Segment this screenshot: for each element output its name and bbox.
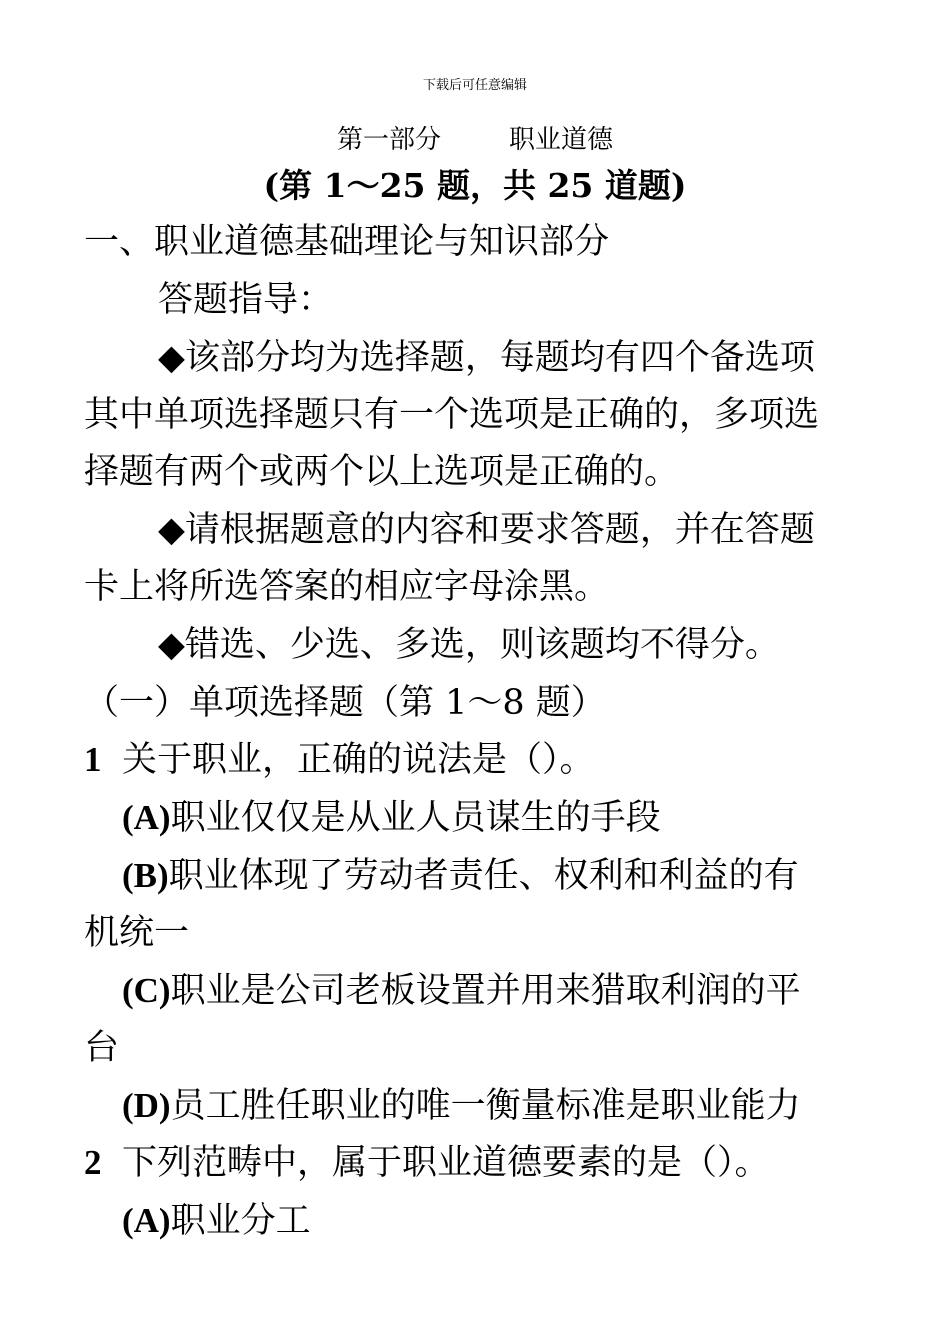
guide-line-6: ◆错选、少选、多选，则该题均不得分。 bbox=[158, 625, 780, 665]
header-note: 下载后可任意编辑 bbox=[422, 78, 527, 93]
q1-option-d bbox=[122, 1083, 801, 1129]
option-letter: (D) bbox=[122, 1086, 171, 1125]
part-title bbox=[0, 122, 950, 158]
part-label: 第一部分 bbox=[336, 125, 441, 155]
option-letter: (B) bbox=[122, 856, 169, 895]
section-title: 一、职业道德基础理论与知识部分 bbox=[84, 222, 610, 262]
guide-line-4: ◆请根据题意的内容和要求答题，并在答题 bbox=[158, 510, 815, 550]
q2-option-a bbox=[122, 1198, 311, 1244]
guide-line-5: 卡上将所选答案的相应字母涂黑。 bbox=[84, 567, 610, 607]
question-text: 下列范畴中，属于职业道德要素的是（）。 bbox=[122, 1143, 770, 1183]
subsection-title: （一）单项选择题（第 1～8 题） bbox=[84, 683, 606, 723]
option-text: 员工胜任职业的唯一衡量标准是职业能力 bbox=[170, 1086, 801, 1126]
q1-option-a bbox=[122, 795, 661, 841]
option-text: 职业是公司老板设置并用来猎取利润的平 bbox=[170, 971, 801, 1011]
option-text: 职业仅仅是从业人员谋生的手段 bbox=[170, 798, 661, 838]
question-number: 1 bbox=[84, 740, 102, 779]
q1-option-b bbox=[122, 853, 799, 899]
guide-line-3: 择题有两个或两个以上选项是正确的。 bbox=[84, 452, 680, 492]
option-letter: (A) bbox=[122, 1201, 171, 1240]
option-letter: (C) bbox=[122, 971, 171, 1010]
q1-option-b-cont: 机统一 bbox=[84, 913, 190, 953]
part-subtitle: (第 1～25 题，共 25 道题) bbox=[263, 166, 687, 205]
guide-label: 答题指导： bbox=[158, 280, 334, 320]
part-name: 职业道德 bbox=[509, 125, 614, 155]
question-2-stem bbox=[84, 1140, 770, 1186]
option-text: 职业体现了劳动者责任、权利和利益的有 bbox=[168, 856, 799, 896]
q1-option-c-cont: 台 bbox=[84, 1028, 120, 1068]
option-letter: (A) bbox=[122, 798, 171, 837]
option-text: 职业分工 bbox=[170, 1201, 311, 1241]
question-1-stem bbox=[84, 737, 595, 783]
question-text: 关于职业，正确的说法是（）。 bbox=[122, 740, 595, 780]
guide-line-1: ◆该部分均为选择题，每题均有四个备选项 bbox=[158, 338, 815, 378]
guide-line-2: 其中单项选择题只有一个选项是正确的，多项选 bbox=[84, 395, 820, 435]
q1-option-c bbox=[122, 968, 801, 1014]
question-number: 2 bbox=[84, 1143, 102, 1182]
